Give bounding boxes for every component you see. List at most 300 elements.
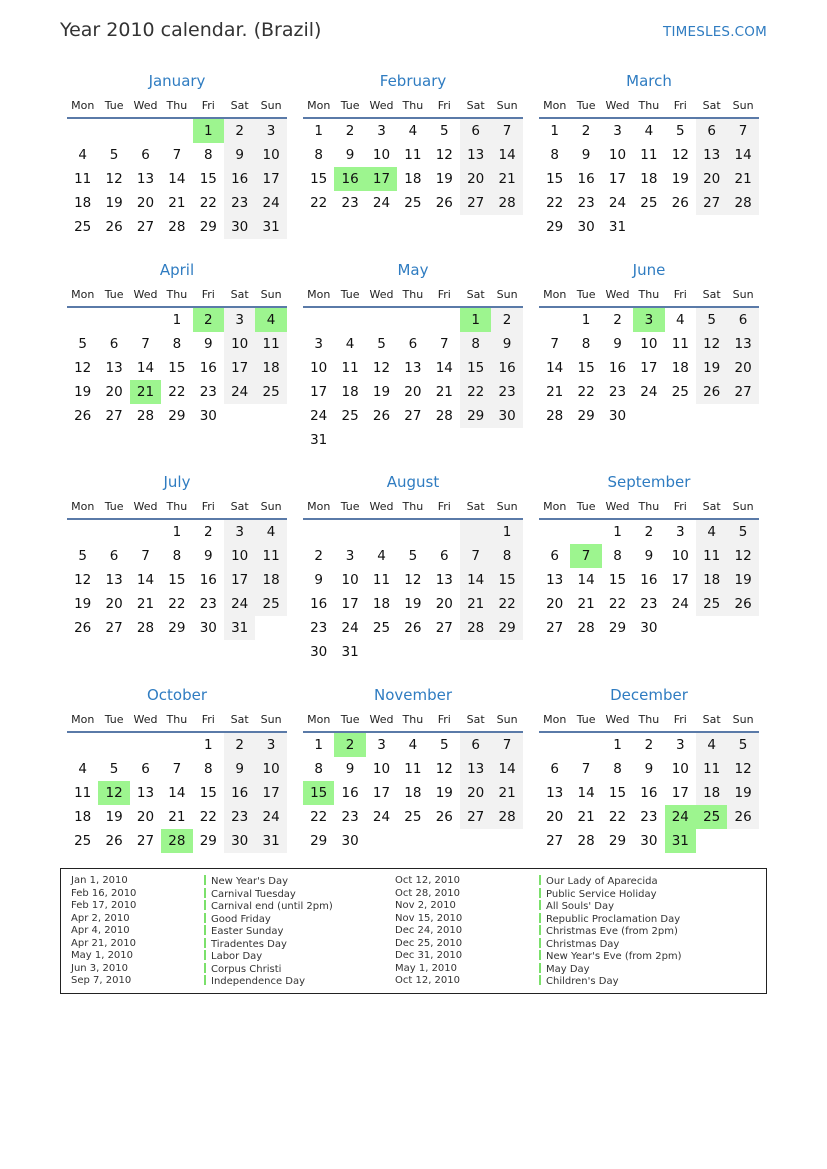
- weekday-header: Fri: [201, 500, 215, 513]
- day-cell: 16: [199, 572, 217, 588]
- month-title: January: [148, 72, 206, 90]
- day-cell: 21: [546, 384, 564, 400]
- day-cell: 22: [199, 195, 217, 211]
- day-cell: 9: [644, 761, 654, 777]
- day-cell: 16: [640, 785, 658, 801]
- day-cell: 24: [224, 380, 255, 404]
- holiday-date: Apr 2, 2010: [71, 912, 130, 924]
- day-cell: 25: [74, 219, 92, 235]
- weekday-header: Fri: [673, 500, 687, 513]
- weekday-header: Sat: [466, 500, 485, 513]
- holiday-name-text: Easter Sunday: [211, 926, 284, 937]
- holiday-name: [204, 938, 287, 951]
- weekday-header: Thu: [166, 288, 188, 301]
- day-cell: 27: [696, 191, 727, 215]
- holiday-date: Oct 28, 2010: [395, 887, 460, 899]
- holiday-day-cell: 1: [460, 308, 491, 332]
- day-cell: 22: [199, 809, 217, 825]
- day-cell: 30: [640, 620, 658, 636]
- holiday-name-text: Labor Day: [211, 951, 263, 962]
- day-cell: 16: [491, 356, 522, 380]
- holiday-day-cell: 1: [193, 119, 224, 143]
- day-cell: 11: [255, 332, 286, 356]
- month-title: July: [163, 473, 191, 491]
- day-cell: [460, 520, 491, 544]
- day-cell: 18: [255, 356, 286, 380]
- weekday-header: Wed: [605, 713, 630, 726]
- day-cell: 15: [460, 356, 491, 380]
- day-cell: 12: [696, 332, 727, 356]
- holiday-date: Apr 21, 2010: [71, 937, 137, 949]
- weekday-header: Thu: [166, 713, 188, 726]
- weekday-header: Wed: [133, 99, 158, 112]
- holiday-name-text: Children's Day: [546, 976, 619, 987]
- day-cell: 22: [310, 195, 328, 211]
- holiday-name-text: Public Service Holiday: [546, 888, 657, 900]
- weekday-header: Wed: [605, 288, 630, 301]
- day-cell: 7: [550, 336, 559, 352]
- holiday-name-text: Christmas Eve (from 2pm): [546, 926, 678, 937]
- month-title: November: [373, 686, 453, 704]
- day-cell: 15: [577, 360, 595, 376]
- weekday-header: Fri: [201, 288, 215, 301]
- holiday-marker: [539, 875, 541, 885]
- day-cell: 2: [224, 119, 255, 143]
- day-cell: 9: [314, 572, 323, 588]
- weekday-header: Sun: [496, 99, 518, 112]
- day-cell: 28: [435, 408, 453, 424]
- month-july: [67, 473, 287, 663]
- day-cell: 7: [491, 733, 522, 757]
- day-cell: 23: [491, 380, 522, 404]
- day-cell: 3: [377, 737, 386, 753]
- day-cell: 7: [141, 336, 150, 352]
- day-cell: 5: [78, 548, 87, 564]
- day-cell: 19: [435, 785, 453, 801]
- day-cell: 1: [203, 737, 213, 753]
- day-cell: 20: [546, 596, 564, 612]
- holiday-name-text: Our Lady of Aparecida: [546, 876, 658, 887]
- day-cell: 11: [74, 171, 92, 187]
- weekday-header: Mon: [71, 288, 95, 301]
- day-cell: 25: [255, 592, 286, 616]
- holiday-name-text: May Day: [546, 963, 590, 975]
- day-cell: 18: [404, 785, 422, 801]
- day-cell: 15: [546, 171, 564, 187]
- holiday-marker: [539, 950, 541, 960]
- day-cell: 27: [136, 833, 155, 849]
- day-cell: 25: [372, 620, 391, 636]
- weekday-header: Tue: [104, 99, 124, 112]
- day-cell: 4: [255, 520, 286, 544]
- holiday-marker: [539, 975, 541, 985]
- day-cell: 13: [460, 757, 491, 781]
- holiday-date: Dec 25, 2010: [395, 937, 463, 949]
- day-cell: 30: [640, 833, 658, 849]
- holiday-day-cell: 24: [665, 805, 696, 829]
- day-cell: 10: [671, 548, 689, 564]
- day-cell: 24: [372, 195, 391, 211]
- day-cell: 16: [577, 171, 595, 187]
- day-cell: 2: [224, 733, 255, 757]
- day-cell: 23: [224, 805, 255, 829]
- holiday-name: [539, 875, 658, 888]
- weekday-header: Tue: [576, 500, 596, 513]
- day-cell: 5: [439, 123, 449, 139]
- day-cell: 5: [439, 737, 449, 753]
- day-cell: 21: [435, 384, 453, 400]
- day-cell: 10: [671, 761, 689, 777]
- day-cell: 6: [727, 308, 758, 332]
- day-cell: 10: [372, 761, 391, 777]
- day-cell: 18: [640, 171, 658, 187]
- day-cell: 8: [314, 147, 323, 163]
- weekday-header: Wed: [605, 99, 630, 112]
- day-cell: 13: [404, 360, 422, 376]
- holiday-name: [204, 888, 296, 901]
- day-cell: 14: [727, 143, 758, 167]
- day-cell: 21: [168, 195, 186, 211]
- weekday-header: Mon: [543, 500, 567, 513]
- day-cell: 14: [136, 360, 155, 376]
- day-cell: 17: [224, 568, 255, 592]
- day-cell: 17: [310, 384, 328, 400]
- weekday-header: Wed: [605, 500, 630, 513]
- holiday-name: [204, 963, 281, 976]
- day-cell: 26: [671, 195, 689, 211]
- holiday-day-cell: 17: [366, 167, 397, 191]
- day-cell: 27: [460, 805, 491, 829]
- day-cell: 6: [696, 119, 727, 143]
- day-cell: 16: [640, 572, 658, 588]
- holiday-name: [539, 913, 680, 926]
- brand-link[interactable]: TIMESLES.COM: [663, 24, 767, 40]
- holiday-date: May 1, 2010: [71, 950, 134, 961]
- holiday-day-cell: 2: [334, 733, 365, 757]
- month-june: [539, 261, 759, 451]
- weekday-header: Sun: [496, 500, 518, 513]
- day-cell: 9: [491, 332, 522, 356]
- day-cell: 10: [224, 544, 255, 568]
- day-cell: 28: [460, 616, 491, 640]
- day-cell: 4: [675, 312, 685, 328]
- day-cell: 10: [224, 332, 255, 356]
- day-cell: 2: [345, 123, 355, 139]
- weekday-header: Wed: [133, 713, 158, 726]
- day-cell: 13: [727, 332, 758, 356]
- day-cell: 17: [255, 167, 286, 191]
- holiday-marker: [539, 963, 541, 973]
- day-cell: 8: [172, 548, 182, 564]
- month-september: [539, 473, 759, 663]
- day-cell: 8: [172, 336, 182, 352]
- day-cell: 1: [550, 123, 559, 139]
- day-cell: 1: [314, 737, 323, 753]
- day-cell: 10: [310, 360, 328, 376]
- day-cell: 1: [613, 737, 622, 753]
- day-cell: 23: [199, 384, 217, 400]
- weekday-header: Mon: [543, 288, 567, 301]
- weekday-header: Sun: [260, 713, 282, 726]
- day-cell: 27: [546, 833, 564, 849]
- day-cell: 23: [224, 191, 255, 215]
- weekday-header: Fri: [201, 713, 215, 726]
- day-cell: 3: [345, 548, 355, 564]
- day-cell: 4: [345, 336, 355, 352]
- holiday-name: [539, 900, 614, 913]
- day-cell: 16: [224, 167, 255, 191]
- weekday-header: Wed: [369, 713, 394, 726]
- day-cell: 1: [314, 123, 323, 139]
- holiday-marker: [204, 888, 206, 898]
- day-cell: 20: [435, 596, 453, 612]
- weekday-header: Tue: [104, 713, 124, 726]
- day-cell: 19: [671, 171, 689, 187]
- day-cell: 14: [546, 360, 564, 376]
- month-november: [303, 686, 523, 876]
- weekday-header: Tue: [104, 288, 124, 301]
- holiday-marker: [204, 950, 206, 960]
- weekday-header: Mon: [307, 99, 331, 112]
- holiday-name-text: Republic Proclamation Day: [546, 913, 681, 925]
- holiday-day-cell: 2: [193, 308, 224, 332]
- month-february: [303, 72, 523, 262]
- month-march: [539, 72, 759, 262]
- weekday-header: Mon: [307, 500, 331, 513]
- day-cell: 31: [255, 215, 286, 239]
- day-cell: 5: [696, 308, 727, 332]
- day-cell: 29: [168, 408, 186, 424]
- weekday-header: Thu: [402, 99, 424, 112]
- day-cell: 26: [105, 219, 123, 235]
- weekday-header: Thu: [402, 288, 424, 301]
- weekday-header: Sun: [260, 288, 282, 301]
- day-cell: 3: [613, 123, 622, 139]
- day-cell: 23: [341, 195, 359, 211]
- day-cell: 17: [640, 360, 658, 376]
- day-cell: 9: [203, 336, 213, 352]
- weekday-header: Fri: [437, 500, 451, 513]
- day-cell: 18: [255, 568, 286, 592]
- day-cell: 22: [577, 384, 595, 400]
- weekday-header: Mon: [543, 99, 567, 112]
- day-cell: 26: [727, 592, 758, 616]
- day-cell: 3: [675, 524, 685, 540]
- weekday-header: Fri: [437, 713, 451, 726]
- day-cell: 8: [203, 761, 213, 777]
- day-cell: 3: [224, 520, 255, 544]
- month-title: September: [607, 473, 691, 491]
- day-cell: 2: [314, 548, 323, 564]
- day-cell: 28: [136, 408, 155, 424]
- day-cell: 6: [141, 147, 150, 163]
- day-cell: 8: [314, 761, 323, 777]
- weekday-header: Tue: [340, 713, 360, 726]
- day-cell: 18: [74, 195, 92, 211]
- holiday-date: Sep 7, 2010: [71, 975, 132, 986]
- day-cell: 4: [644, 123, 654, 139]
- holiday-date: Feb 17, 2010: [71, 900, 137, 911]
- day-cell: 28: [546, 408, 564, 424]
- month-may: [303, 261, 523, 451]
- day-cell: 29: [577, 408, 595, 424]
- day-cell: 19: [105, 809, 123, 825]
- day-cell: 3: [314, 336, 323, 352]
- day-cell: 13: [460, 143, 491, 167]
- day-cell: 8: [581, 336, 591, 352]
- holiday-date: Nov 15, 2010: [395, 912, 463, 924]
- holiday-day-cell: 31: [665, 829, 696, 853]
- holiday-date: Dec 24, 2010: [395, 925, 463, 936]
- day-cell: 26: [435, 195, 453, 211]
- day-cell: 18: [696, 781, 727, 805]
- day-cell: 30: [224, 215, 255, 239]
- month-title: March: [626, 72, 672, 90]
- day-cell: 27: [546, 620, 564, 636]
- holiday-date: May 1, 2010: [395, 962, 458, 974]
- day-cell: 20: [696, 167, 727, 191]
- holiday-name: [539, 963, 590, 976]
- day-cell: 12: [435, 147, 453, 163]
- day-cell: 8: [550, 147, 559, 163]
- day-cell: 14: [435, 360, 453, 376]
- day-cell: 13: [136, 171, 155, 187]
- holiday-date: Apr 4, 2010: [71, 925, 130, 936]
- holiday-marker: [204, 963, 206, 973]
- day-cell: 4: [408, 123, 418, 139]
- day-cell: 10: [640, 336, 658, 352]
- day-cell: 12: [105, 171, 123, 187]
- day-cell: 6: [109, 548, 119, 564]
- day-cell: 21: [136, 596, 155, 612]
- day-cell: 21: [491, 781, 522, 805]
- day-cell: 15: [608, 572, 627, 588]
- holiday-name-text: Carnival end (until 2pm): [211, 901, 333, 912]
- day-cell: 1: [613, 524, 622, 540]
- day-cell: 29: [491, 616, 522, 640]
- weekday-header: Mon: [543, 713, 567, 726]
- day-cell: 21: [577, 809, 595, 825]
- holiday-name-text: Corpus Christi: [211, 963, 282, 975]
- holiday-marker: [539, 925, 541, 935]
- month-title: October: [146, 686, 208, 704]
- weekday-header: Tue: [576, 99, 596, 112]
- day-cell: 9: [644, 548, 654, 564]
- day-cell: 10: [255, 143, 286, 167]
- month-october: [67, 686, 287, 876]
- holiday-name: [204, 913, 271, 926]
- day-cell: 7: [439, 336, 449, 352]
- day-cell: 5: [78, 336, 87, 352]
- day-cell: 1: [172, 312, 182, 328]
- day-cell: 6: [460, 733, 491, 757]
- holiday-day-cell: 3: [633, 308, 664, 332]
- weekday-header: Fri: [437, 288, 451, 301]
- day-cell: 14: [491, 757, 522, 781]
- day-cell: 2: [613, 312, 622, 328]
- day-cell: 9: [224, 143, 255, 167]
- day-cell: 6: [141, 761, 150, 777]
- day-cell: 24: [255, 805, 286, 829]
- day-cell: 25: [404, 809, 422, 825]
- holiday-name-text: Carnival Tuesday: [211, 888, 296, 900]
- day-cell: 9: [203, 548, 213, 564]
- weekday-header: Sun: [260, 99, 282, 112]
- holiday-day-cell: 12: [98, 781, 129, 805]
- holiday-name-text: Good Friday: [211, 913, 271, 925]
- day-cell: 2: [491, 308, 522, 332]
- day-cell: 27: [105, 620, 123, 636]
- day-cell: 31: [608, 219, 627, 235]
- day-cell: 16: [341, 785, 359, 801]
- weekday-header: Tue: [340, 99, 360, 112]
- holiday-day-cell: 7: [570, 544, 601, 568]
- day-cell: 27: [105, 408, 123, 424]
- weekday-header: Mon: [307, 288, 331, 301]
- day-cell: 29: [199, 219, 217, 235]
- day-cell: 20: [460, 167, 491, 191]
- day-cell: 28: [491, 191, 522, 215]
- day-cell: 4: [408, 737, 418, 753]
- month-april: [67, 261, 287, 451]
- day-cell: 12: [435, 761, 453, 777]
- holiday-name: [539, 938, 619, 951]
- holiday-marker: [539, 888, 541, 898]
- weekday-header: Sun: [732, 288, 754, 301]
- day-cell: 18: [696, 568, 727, 592]
- day-cell: 26: [105, 833, 123, 849]
- holiday-name: [539, 975, 619, 988]
- day-cell: 21: [168, 809, 186, 825]
- day-cell: 19: [727, 568, 758, 592]
- weekday-header: Tue: [576, 713, 596, 726]
- weekday-header: Wed: [369, 500, 394, 513]
- holiday-name-text: New Year's Eve (from 2pm): [546, 951, 682, 962]
- weekday-header: Mon: [71, 99, 95, 112]
- holiday-marker: [204, 925, 206, 935]
- day-cell: 14: [136, 572, 155, 588]
- day-cell: 27: [460, 191, 491, 215]
- day-cell: 19: [74, 596, 92, 612]
- day-cell: 5: [377, 336, 386, 352]
- day-cell: 28: [491, 805, 522, 829]
- weekday-header: Thu: [638, 288, 660, 301]
- holiday-day-cell: 16: [334, 167, 365, 191]
- weekday-header: Fri: [673, 99, 687, 112]
- day-cell: 20: [105, 596, 123, 612]
- day-cell: 7: [141, 548, 150, 564]
- day-cell: 21: [577, 596, 595, 612]
- day-cell: 23: [310, 620, 328, 636]
- day-cell: 5: [675, 123, 685, 139]
- holiday-date: Oct 12, 2010: [395, 875, 460, 886]
- day-cell: 13: [105, 360, 123, 376]
- day-cell: 18: [372, 596, 391, 612]
- holiday-name-text: New Year's Day: [211, 876, 289, 887]
- day-cell: 26: [372, 408, 391, 424]
- day-cell: 5: [109, 147, 119, 163]
- day-cell: 26: [74, 620, 92, 636]
- day-cell: 26: [727, 805, 758, 829]
- holiday-marker: [539, 900, 541, 910]
- day-cell: 9: [345, 761, 355, 777]
- day-cell: 31: [224, 616, 255, 640]
- day-cell: 6: [109, 336, 119, 352]
- day-cell: 19: [105, 195, 123, 211]
- day-cell: 20: [546, 809, 564, 825]
- day-cell: 21: [460, 592, 491, 616]
- day-cell: 13: [546, 785, 564, 801]
